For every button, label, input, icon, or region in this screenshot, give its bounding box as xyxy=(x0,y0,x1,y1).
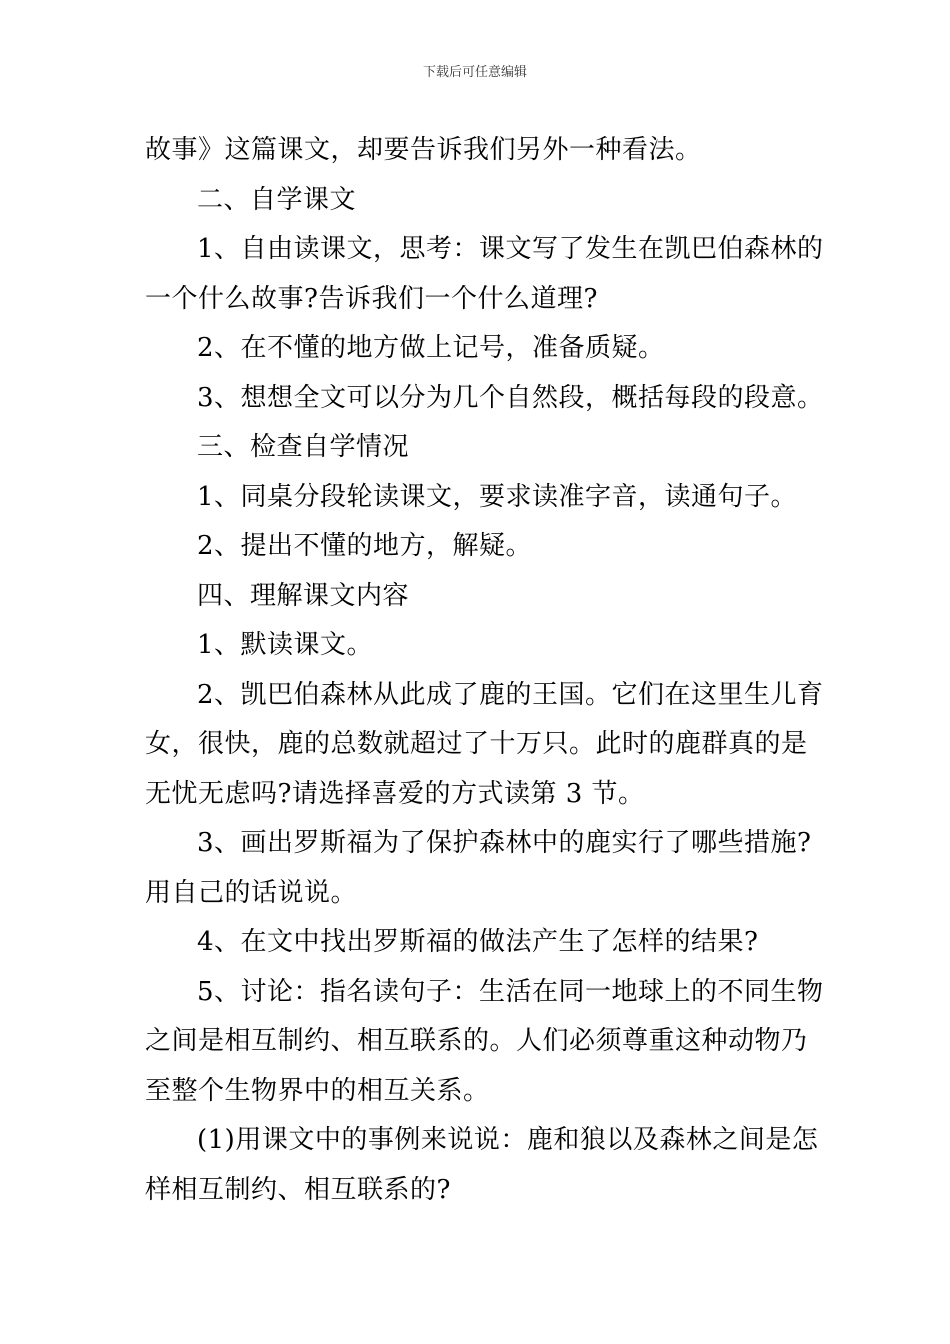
text-line: 1、自由读课文，思考：课文写了发生在凯巴伯森林的 xyxy=(197,234,824,264)
section-heading: 二、自学课文 xyxy=(197,184,357,215)
text-line: (1)用课文中的事例来说说：鹿和狼以及森林之间是怎 xyxy=(197,1125,819,1155)
page-header: 下载后可任意编辑 xyxy=(422,65,527,80)
text-line: 至整个生物界中的相互关系。 xyxy=(145,1075,490,1106)
document-body xyxy=(145,126,824,1215)
text-line: 用自己的话说说。 xyxy=(145,877,358,908)
text-line: 2、在不懂的地方做上记号，准备质疑。 xyxy=(197,333,665,363)
text-line: 2、凯巴伯森林从此成了鹿的王国。它们在这里生儿育 xyxy=(197,679,824,710)
text-line: 无忧无虑吗?请选择喜爱的方式读第 3 节。 xyxy=(145,778,645,809)
text-line: 5、讨论：指名读句子：生活在同一地球上的不同生物 xyxy=(197,976,824,1007)
text-line: 样相互制约、相互联系的? xyxy=(145,1174,451,1205)
text-line: 2、提出不懂的地方，解疑。 xyxy=(197,531,533,561)
text-line: 之间是相互制约、相互联系的。人们必须尊重这种动物乃 xyxy=(145,1026,808,1056)
section-heading: 三、检查自学情况 xyxy=(197,432,410,462)
text-line: 故事》这篇课文，却要告诉我们另外一种看法。 xyxy=(145,135,702,165)
text-line: 4、在文中找出罗斯福的做法产生了怎样的结果? xyxy=(197,927,759,957)
text-line: 1、默读课文。 xyxy=(197,630,374,660)
text-line: 一个什么故事?告诉我们一个什么道理? xyxy=(145,283,598,314)
text-line: 3、想想全文可以分为几个自然段，概括每段的段意。 xyxy=(197,382,824,413)
text-line: 女，很快，鹿的总数就超过了十万只。此时的鹿群真的是 xyxy=(145,729,808,759)
text-line: 3、画出罗斯福为了保护森林中的鹿实行了哪些措施? xyxy=(197,828,812,858)
text-line: 1、同桌分段轮读课文，要求读准字音，读通句子。 xyxy=(197,481,798,512)
section-heading: 四、理解课文内容 xyxy=(197,580,410,611)
